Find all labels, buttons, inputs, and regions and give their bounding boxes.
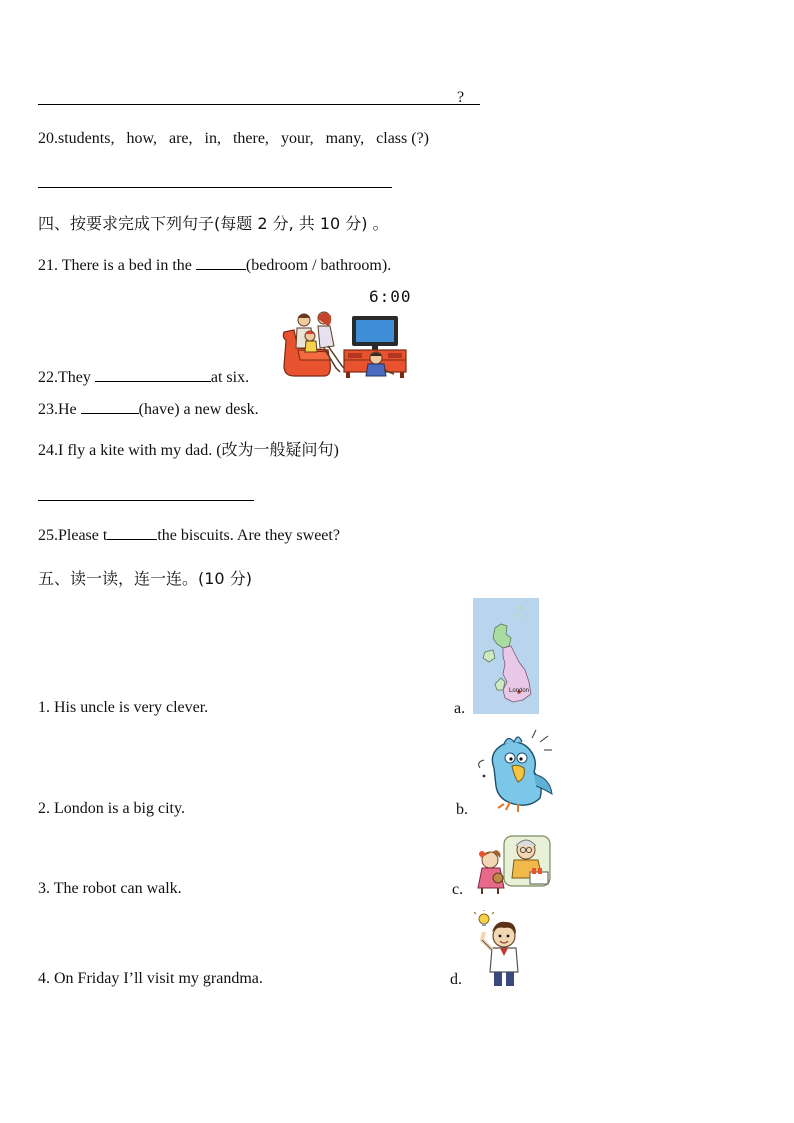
- matching-sentence-4[interactable]: 4. On Friday I’ll visit my grandma.: [38, 970, 263, 987]
- q21-text-after: (bedroom / bathroom).: [245, 257, 392, 274]
- q20-word: how,: [126, 130, 157, 147]
- q19-answer-line[interactable]: [38, 104, 480, 105]
- uk-map-icon: [473, 598, 539, 714]
- q23: [38, 398, 259, 420]
- q21-text-before: There is a bed in the: [58, 257, 196, 274]
- q21-number: 21.: [38, 257, 58, 274]
- q24: [38, 441, 339, 461]
- map-london-label: London: [509, 688, 530, 694]
- clever-boy-picture[interactable]: [472, 910, 530, 990]
- q20-word: students,: [58, 130, 115, 147]
- option-b-letter: b.: [456, 801, 468, 818]
- q22-blank[interactable]: [95, 366, 211, 382]
- q20-number: 20.: [38, 130, 58, 147]
- q25-blank[interactable]: [107, 524, 157, 540]
- q24-number: 24.: [38, 442, 58, 459]
- q25-number: 25.: [38, 527, 58, 544]
- option-d-letter: d.: [450, 971, 462, 988]
- q20-prompt: [38, 129, 441, 149]
- q23-text-after: (have) a new desk.: [138, 401, 259, 418]
- q24-text: I fly a kite with my dad. (改为一般疑问句): [58, 442, 339, 459]
- matching-sentence-2[interactable]: 2. London is a big city.: [38, 800, 185, 817]
- grandma-and-child-picture[interactable]: [474, 832, 556, 896]
- q19-question-mark: ?: [457, 89, 465, 106]
- q22-text-after: at six.: [210, 369, 250, 386]
- q22-text-before: They: [58, 369, 95, 386]
- q22-clock-label: 6:00: [369, 287, 412, 306]
- option-a-letter: a.: [454, 700, 466, 717]
- q23-number: 23.: [38, 401, 58, 418]
- option-c-letter: c.: [452, 881, 464, 898]
- section-4-title: 四、按要求完成下列句子(每题 2 分, 共 10 分) 。: [38, 214, 389, 233]
- q25-text-before: Please t: [58, 527, 108, 544]
- family-watching-tv-illustration: [280, 310, 410, 380]
- matching-sentence-3[interactable]: 3. The robot can walk.: [38, 880, 182, 897]
- q24-answer-line[interactable]: [38, 500, 254, 501]
- q25: [38, 524, 340, 546]
- q22-number: 22.: [38, 369, 58, 386]
- q20-word: there,: [232, 130, 269, 147]
- parrot-picture[interactable]: [474, 728, 556, 812]
- matching-sentence-1[interactable]: 1. His uncle is very clever.: [38, 699, 209, 716]
- q25-text-after: the biscuits. Are they sweet?: [157, 527, 340, 544]
- uk-map-picture[interactable]: [473, 598, 539, 714]
- light-bulb-icon: [479, 914, 489, 924]
- q22: [38, 366, 249, 388]
- q20-word: many,: [325, 130, 365, 147]
- q20-word: in,: [204, 130, 221, 147]
- q23-text-before: He: [58, 401, 81, 418]
- q20-answer-line[interactable]: [38, 187, 392, 188]
- motion-lines-icon: [532, 730, 552, 750]
- q21: [38, 254, 391, 276]
- q23-blank[interactable]: [81, 398, 139, 414]
- q20-word: are,: [168, 130, 193, 147]
- q20-word: your,: [280, 130, 314, 147]
- q21-blank[interactable]: [196, 254, 246, 270]
- section-5-title: 五、读一读，连一连。(10 分): [38, 569, 252, 588]
- q20-word: class (?): [376, 130, 429, 147]
